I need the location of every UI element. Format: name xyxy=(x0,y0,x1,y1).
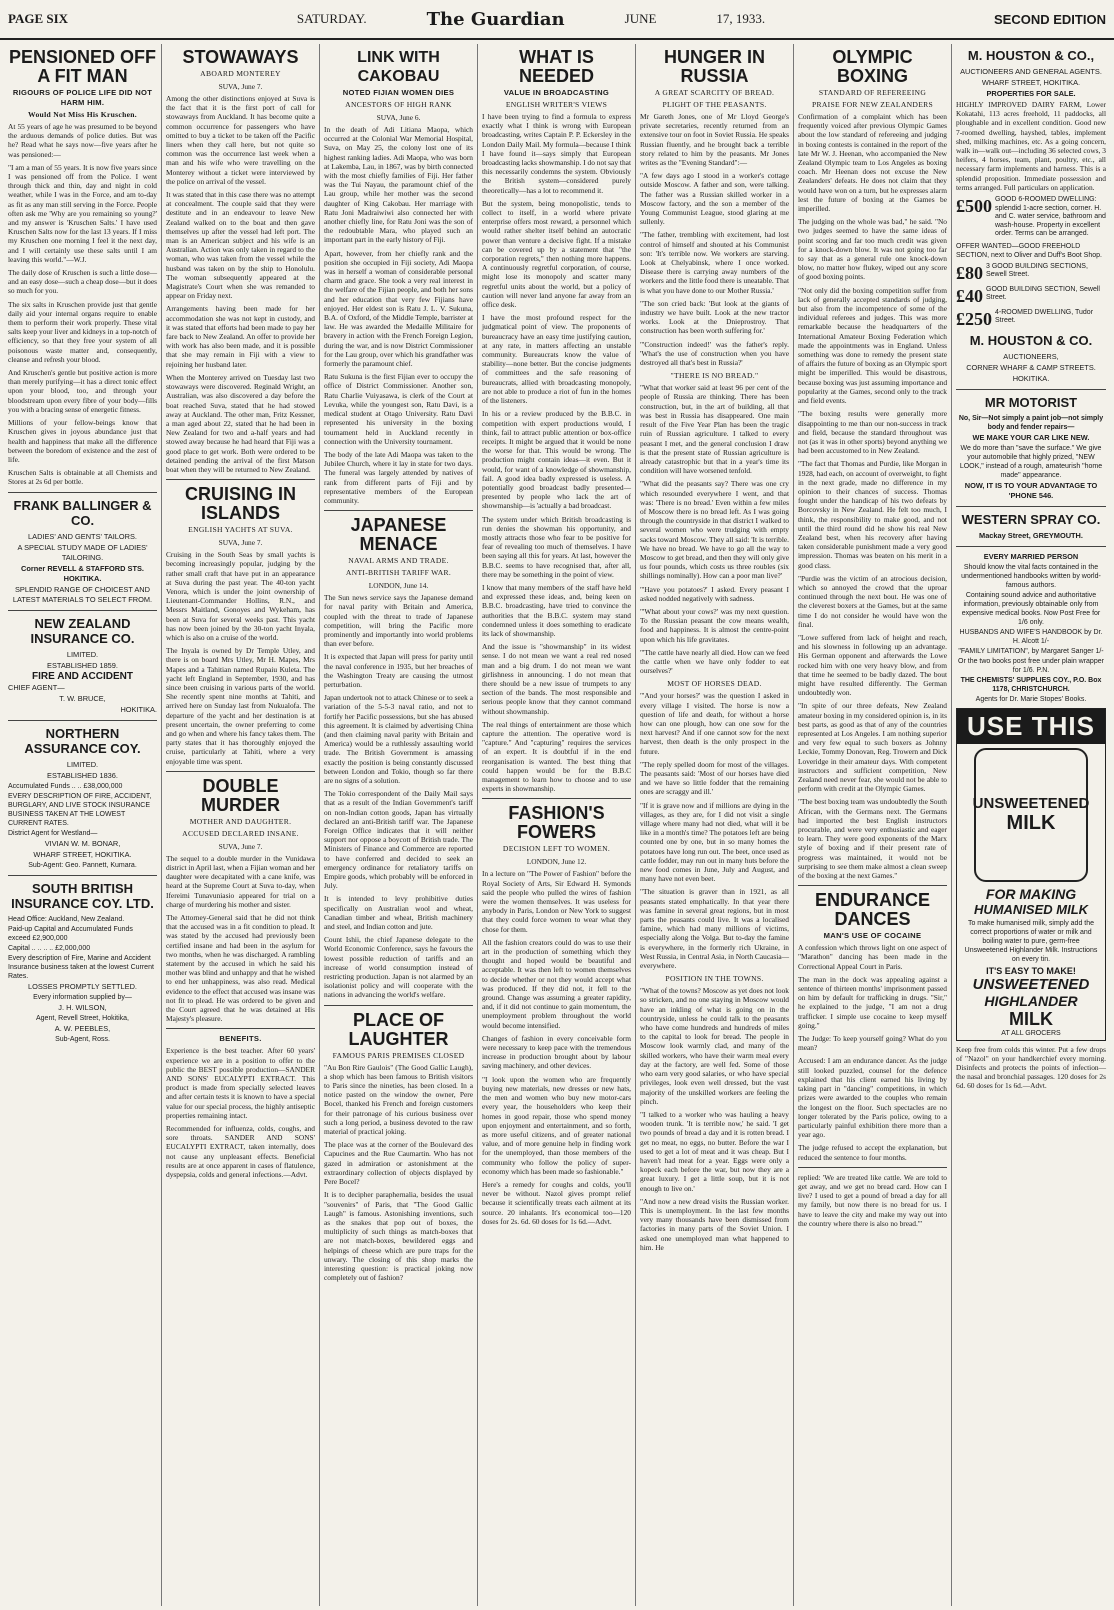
masthead-center xyxy=(297,9,765,30)
ad-line: SPLENDID RANGE OF CHOICEST AND LATEST MATERIALS TO SELECT FROM. xyxy=(12,584,153,604)
headline-olympic-boxing: OLYMPIC BOXING xyxy=(832,47,913,86)
ad-married-person xyxy=(956,552,1106,704)
ad-line: HOKITIKA. xyxy=(1012,373,1050,383)
article-paragraph: In a lecture on "The Power of Fashion" before the Royal Society of Arts, Sir Edward H. Symonds said the people who pulled the wires of fashion were the women themselves. It was useless for anybody in Paris, London or New York to suggest that they could force women to wear what they chose for them. xyxy=(482,869,631,934)
article-paragraph: "Purdie was the victim of an atrocious decision, which so annoyed the crowd that the uproar continued through the next bout. He was one of the cleverest boxers at the Games, but at the same time I do not consider he would have won the final. xyxy=(798,573,947,629)
ad-line: THE CHEMISTS' SUPPLIES COY., P.O. Box 1178, CHRISTCHURCH. xyxy=(960,676,1102,693)
ad-line: NOW, IT IS TO YOUR ADVANTAGE TO 'PHONE 546. xyxy=(964,480,1098,500)
article-paragraph: All the fashion creators could do was to use their art in the production of something which they thought and hoped would be beautiful and acceptable. It was then left to women themselves to decide whether or not they would accept what was produced. If they did not, it fell to the ground. Change was assuming a greater rapidity, and, if it did not continue to gain momentum, the unemployment problem throughout the world would become intensified. xyxy=(482,937,631,1030)
headline-endurance-dances: ENDURANCE DANCES xyxy=(814,890,930,930)
article-paragraph: "What of the towns? Moscow as yet does not look so stricken, and no one staying in Moscow would have an inkling of what is going on in the countryside, unless he could talk to the peasants who have come hundreds and hundreds of miles to the capital to look for bread. The people in Moscow look warmly clad, and many of the skilled workers, who have their warm meal every day at the factory, are well fed. Some of those who earn very good salaries, or who have special privileges, look even well dressed, but the vast majority of the unskilled workers are feeling the pinch. xyxy=(640,986,789,1106)
subhead-double-murder-2: ACCUSED DECLARED INSANE. xyxy=(182,828,299,838)
page-number: PAGE SIX xyxy=(8,11,69,26)
property-text: GOOD 6-ROOMED DWELLING: splendid 1-acre section, corner. H. and C. water service, bathroom and wash-house. Property in excellent order. Terms can be arranged. xyxy=(995,196,1106,238)
article-paragraph: "Lowe suffered from lack of height and reach, and his slowness in following up an advantage. His German opponent and afterwards the Lowe rocked him with one very heavy blow, and from that time he seemed to be badly dazed. The bout might have resulted differently. The German undoubtedly won. xyxy=(798,632,947,698)
article-paragraph: At 55 years of age he was presumed to be beyond the arduous demands of police duties. But was he? Read what he says now—five years after he was pensioned:— xyxy=(8,122,157,159)
headline-hunger-russia: HUNGER IN RUSSIA xyxy=(663,47,765,86)
ad-line: LADIES' AND GENTS' TAILORS. xyxy=(28,531,137,541)
ad-line: FIRE AND ACCIDENT xyxy=(32,670,133,682)
article-paragraph: I have been trying to find a formula to express exactly what I think is wrong with European broadcasting, writes Captain P. P. Eckersley in the London Daily Mail. My formula—because I think I have found it—says simply that European broadcasting lacks showmanship. I do not say that this necessarily condemns the system. Obviously the British system—considered purely theoretically—has a lot to recommend it. xyxy=(482,112,631,195)
article-paragraph: replied: 'We are treated like cattle. We are told to get away, and we get no bread card. How can I live? I used to get a pound of bread a day for all my family, but now there is no bread for us. I have to leave the city and make my way out into the country where there is also no bread.'" xyxy=(798,1172,947,1228)
article-paragraph: I know that many members of the staff have held and expressed these ideas, and, being keen on B.B.C. broadcasting, have tried to convince the authorities that the B.B.C. system may stand condemned unless it does something to eradicate its lack of showmanship. xyxy=(482,582,631,638)
article-paragraph: Confirmation of a complaint which has been frequently voiced after previous Olympic Games about the low standard of refereeing and judging in boxing contests is contained in the report of the late Mr W. J. Heenan, who accompanied the New Zealand Olympic team to Los Angeles as boxing coach. Mr Heenan does not excuse the New Zealanders' defeats. He does not claim that they would have won on a turn, but he expresses alarm lest the future of boxing at the Games be imperilled. xyxy=(798,112,947,214)
article-paragraph: The six salts in Kruschen provide just that gentle daily aid your internal organs require to enable them to perform their work properly. These vital salts keep your liver and kidneys in a top-notch of efficiency, so that they free your system of all poisonous waste matter and, consequently, cleanse and refresh your blood. xyxy=(8,299,157,364)
divider xyxy=(166,1028,315,1029)
article-paragraph: "'The cattle have nearly all died. How can we feed the cattle when we have only fodder to eat ourselves?' xyxy=(640,647,789,676)
headline-stowaways: STOWAWAYS xyxy=(182,47,299,67)
ad-line: LOSSES PROMPTLY SETTLED. xyxy=(28,981,137,991)
ad-line: WHARF STREET, HOKITIKA. xyxy=(33,849,132,859)
article-paragraph: Experience is the best teacher. After 60 years' experience we are in a position to offer to the public the BEST possible production—SANDER AND SONS' EUCALYPTI EXTRACT. This product is made from specially selected leaves and after certain tests it is known to have a special value for our special process, the highly antiseptic properties remaining intact. xyxy=(166,1046,315,1120)
ad-line: AUCTIONEERS, xyxy=(1003,351,1059,361)
article-paragraph: Recommended for influenza, colds, coughs, and sore throats. SANDER AND SONS' EUCALYPTI EXTRACT, taken internally, does not cause any unpleasant effects. Beneficial results are at once apparent in cases of flatulence, dyspepsia, colds and general infections.—Advt. xyxy=(166,1124,315,1180)
ad-line: Head Office: Auckland, New Zealand. xyxy=(8,915,125,923)
article-paragraph: The Tokio correspondent of the Daily Mail says that as a result of the Indian Government's tariff on non-Indian cotton goods, Japan has virtually declared an anti-British tariff war. The Japanese Foreign Office indicates that it will neither support nor oppose a boycott of British trade. The Ministers of Finance and Commerce are reported to have conferred and decided to seek an emergency ordinance for retaliatory tariffs on Empire goods, which probably will be enforced in July. xyxy=(324,789,473,891)
article-paragraph: And Kruschen's gentle but positive action is more than merely purifying—it has a direct tonic effect upon your blood, too, and through your bloodstream upon every fibre of your body—fills you with a bracing sense of energetic fitness. xyxy=(8,368,157,414)
article-paragraph: Japan undertook not to attack Chinese or to seek a variation of the 5-5-3 naval ratio, and not to fortify her Pacific possessions, but she has abused this agreement. It is claimed by advertising China (and then claiming naval parity with Britain and America) would be a ruthlessly assaulting world trade. The British Government is amassing exactly the position is being constantly discussed between London and Tokio, though so far there are no signs of a solution. xyxy=(324,693,473,785)
ad-line: UNSWEETENED xyxy=(972,975,1090,993)
article-paragraph: "The fact that Thomas and Purdie, like Morgan in 1928, had each, on account of overweight, to fight in the next grade, made no difference in my opinion to their chances of success. Thomas fought under the handicap of his two defeats by Borcovsky in New Zealand. He felt too much, I think, the responsibility to make good, and not until the third round did he show his real New Zealand best, when his recovery after having taken considerable punishment made a very good impression. Thomas was beaten on his merit in a good class. xyxy=(798,459,947,570)
article-paragraph: "A few days ago I stood in a worker's cottage outside Moscow. A father and son, were talking. The father was a Russian skilled worker in a Moscow factory, and the son a member of the Young Communist League, stood glaring at me sullenly. xyxy=(640,171,789,227)
ad-line: HUSBANDS AND WIFE'S HANDBOOK by Dr. H. Alcott 1/- xyxy=(959,628,1103,645)
headline-double-murder: DOUBLE MURDER xyxy=(201,775,280,815)
divider xyxy=(956,546,1106,547)
ad-line: Capital .. .. .. .. £2,000,000 xyxy=(8,944,91,952)
ad-title: NEW ZEALAND INSURANCE CO. xyxy=(30,615,135,646)
property-price: £250 xyxy=(956,308,992,329)
ad-houston xyxy=(956,48,1106,384)
subhead-pensioned-2: Would Not Miss His Kruschen. xyxy=(27,110,138,119)
article-paragraph: The system under which British broadcasting is run denies the showman his opportunity, and mostly attracts those who fear to be positive for fear of revealing too much of themselves. I have been saying all this for years. At last, however the B.B.C. seems to have recognised that, after all, there may be something in the point of view. xyxy=(482,514,631,579)
article-paragraph: "'Construction indeed!' was the father's reply. 'What's the use of construction when you have destroyed all that's best in Russia?' xyxy=(640,339,789,368)
divider xyxy=(166,479,315,480)
ad-title: M. HOUSTON & CO., xyxy=(967,48,1095,63)
ad-south-british xyxy=(8,881,157,1044)
ad-line: MILK xyxy=(1009,1008,1053,1029)
divider xyxy=(8,875,157,876)
ad-line: ESTABLISHED 1859. xyxy=(47,660,118,670)
crosshead: "THERE IS NO BREAD." xyxy=(670,371,759,381)
article-paragraph: The Judge: To keep yourself going? What do you mean? xyxy=(798,1034,947,1053)
divider xyxy=(956,389,1106,390)
subhead-stowaways: ABOARD MONTEREY xyxy=(200,69,281,78)
article-paragraph: "The son cried back: 'But look at the giants of industry we have built. Look at the new tractor works. Look at the Dnieprostroy. That construction has been worth suffering for.' xyxy=(640,298,789,336)
ad-line: PROPERTIES FOR SALE. xyxy=(986,89,1076,98)
crosshead: MOST OF HORSES DEAD. xyxy=(667,679,762,689)
column-6 xyxy=(794,44,952,1606)
ad-line: HUMANISED MILK xyxy=(973,901,1089,917)
article-paragraph: "'And your horses?' was the question I asked in every village I visited. The horse is now a question of life and death, for without a horse how can one plough, how can one sow for the next harvest? And if one cannot sow for the next harvest, then death is the only prospect in the future. xyxy=(640,691,789,756)
article-paragraph: I have the most profound respect for the judgmatical point of view. The proponents of bureaucracy have an easy time justifying caution, at any rate, in matters affecting an unstable community. Bureaucrats know the value of stability—none better. But the concise judgments of committees and the safe reasoning of bureaucrats, allied with broadcasting monopoly, are not able to produce a riot of fun in the homes of the listeners. xyxy=(482,313,631,406)
ad-line: IT'S EASY TO MAKE! xyxy=(986,965,1076,976)
ad-line: LIMITED. xyxy=(66,759,99,769)
article-paragraph: Kruschen Salts is obtainable at all Chemists and Stores at 2s 6d per bottle. xyxy=(8,468,157,487)
article-paragraph: "The situation is graver than in 1921, as all peasants stated emphatically. In that year there was famine in several great regions, but in most parts the peasants could live. It was a localised famine, which had many millions of victims, especially along the Volga. But to-day the famine is everywhere, in the formerly rich Ukraine, in West Russia, in Central Asia, in North Caucasia—everywhere. xyxy=(640,887,789,971)
property-listing xyxy=(956,263,1106,283)
divider xyxy=(8,492,157,493)
article-paragraph: Apart, however, from her chiefly rank and the position she occupied in Fiji society, Adi Maopa was in herself a woman of considerable personal charm and grace. She took a very real interest in the welfare of the Fijian people, and both her sons and her education that very few Fijians have enjoyed. Her eldest son is Ratu J. L. V. Sukuna, B.A. of Oxford, of the Middle Temple, barrister at law. He was awarded the Medaille Militaire for bravery in action with the French Foreign Legion, during the war, and is now District Commissioner for the Lau group, over which his grandfather was formerly the paramount chief. xyxy=(324,248,473,369)
ad-line: "FAMILY LIMITATION", by Margaret Sanger 1/- xyxy=(958,647,1104,655)
ad-line: Sub-Agent, Ross. xyxy=(55,1035,110,1043)
columns xyxy=(4,44,1110,1606)
article-paragraph: "What did the peasants say? There was one cry which resounded everywhere I went, and that was: 'There is no bread.' Even within a few miles of Moscow there is no bread left. As I was going through the countryside in that district I walked to several women who were trudging with empty sacks toward Moscow. They all said: 'It is terrible. We have no bread. We have to go all the way to Moscow to get bread, and then they will only give us four pounds, which costs us three roubles (six shillings nominally). How can a poor man live?' xyxy=(640,479,789,581)
dateline: LONDON, June 12. xyxy=(526,857,587,867)
ad-northern-assurance xyxy=(8,726,157,870)
ad-line: ESTABLISHED 1836. xyxy=(47,770,118,780)
masthead-edition: SECOND EDITION xyxy=(994,11,1106,27)
headline-cruising: CRUISING IN ISLANDS xyxy=(184,484,296,524)
column-4 xyxy=(478,44,636,1606)
ad-line: OFFER WANTED—GOOD FREEHOLD SECTION, next to Oliver and Duff's Boot Shop. xyxy=(956,242,1102,259)
article-paragraph: The daily dose of Kruschen is such a little dose—and an easy dose—such a cheap dose—but it does so much for you. xyxy=(8,268,157,296)
article-paragraph: The Sun news service says the Japanese demand for naval parity with Britain and America, coupled with the threat to trade of Japanese competition, will bring the Pacific more prominently and importantly into world problems than ever before. xyxy=(324,593,473,649)
article-paragraph: When the Monterey arrived on Tuesday last two stowaways were discovered. Reginald Wright, an Australian, was also discovered a day before the boat reached Suva, stated that he had stowed away at Auckland. The other man, Fritz Kessner, a man aged about 22, stated that he had been in New Zealand for two and a-half years and had stowed away because he had heard that Fiji was a good place to get work. Both were ordered to be detained pending the arrival of the first Matson boat when they will be returned to New Zealand. xyxy=(166,372,315,474)
ad-western-spray xyxy=(956,512,1106,541)
ad-line: AT ALL GROCERS xyxy=(1001,1029,1061,1037)
article-paragraph: "'What about your cows?' was my next question. To the Russian peasant the cow means wealth, food and happiness. It is almost the centre-point upon which his life gravitates. xyxy=(640,606,789,644)
headline-fashions: FASHION'S FOWERS xyxy=(508,803,605,843)
ad-line: FOR MAKING xyxy=(985,885,1077,902)
article-paragraph: The judging on the whole was bad," he said. "No two judges seemed to have the same ideas of point scoring and far too much credit was given for a knock-down blow. It was not going too far to say that as a general rule one knock-down blow, no matter how flukey, wiped out any score of good boxing points. xyxy=(798,217,947,282)
property-listing xyxy=(956,196,1106,239)
ad-title: M. HOUSTON & CO. xyxy=(969,332,1093,348)
article-paragraph: Mr Gareth Jones, one of Mr Lloyd George's private secretaries, recently returned from an extensive tour on foot in Soviet Russia. He speaks Russian fluently, and he brought back a terrible story related to him by the peasants. Mr Jones writes as the "Evening Standard":— xyxy=(640,112,789,168)
article-paragraph: A confession which throws light on one aspect of "Marathon" dancing has been made in the Correctional Appeal Court in Paris. xyxy=(798,943,947,971)
article-paragraph: "Au Bon Rire Gaulois" (The Good Gallic Laugh), a shop which has been famous to British visitors to Paris since the nineties, has been closed. In a notice pasted on the window the owner, Pere Bocel, thanked his French and foreign customers for their patronage of his curious business over such a long period, a business devoted to the raw material of practical joking. xyxy=(324,1062,473,1137)
tin-label: UNSWEETENED xyxy=(972,794,1090,812)
column-7 xyxy=(952,44,1110,1606)
article-paragraph: Arrangements having been made for her accommodation she was not kept in custody, and it was stated that efforts had been made to pay her fare back to New Zealand. An offer to provide her with work has also been made, and it is possible that she may remain in Fiji with a view to rejoining her husband later. xyxy=(166,304,315,369)
subhead-laughter: FAMOUS PARIS PREMISES CLOSED xyxy=(332,1050,465,1060)
ad-line: Agents for Dr. Marie Stopes' Books. xyxy=(975,695,1087,703)
column-5 xyxy=(636,44,794,1606)
masthead-date: 17, 1933. xyxy=(716,11,766,26)
dateline: SUVA, June 7. xyxy=(218,82,263,91)
ad-line: LIMITED. xyxy=(66,649,99,659)
property-price: £500 xyxy=(956,196,992,217)
ad-title: EVERY MARRIED PERSON xyxy=(983,551,1079,561)
ad-line: Sub-Agent: Geo. Pannett, Kumara. xyxy=(28,861,137,869)
ad-title: NORTHERN ASSURANCE COY. xyxy=(24,725,141,756)
article-paragraph: It was stated that in this case there was no attempt at concealment. The couple said that they were destitute and in an endeavour to leave New Zealand walked on to the boat and then gave themselves up after the vessel had left port. The man is an American subject and his wife is an Australian. Action was only taken in regard to the woman, who was taken from the vessel while the husband was taken on by the ship to Honolulu. The woman subsequently appeared at the Magistrate's Court when she was remanded to appear on Friday next. xyxy=(166,190,315,301)
article-paragraph: In his or a review produced by the B.B.C. in competition with expert productions would, I think, fail to attract public attention or box-office receipts. It might be argued that it would be none the worse for that. This would be wrong. The production might contain ideas—it even. But it would, for want of a knowledge of showmanship, fail. A good idea badly expressed is useless. A potentially good broadcast badly presented—presented by people who lack the art of showmanship—is 'actually a bad broadcast. xyxy=(482,409,631,511)
article-paragraph: The man in the dock was appealing against a sentence of thirteen months' imprisonment passed on him by default for trafficking in drugs. "Sir," he explained to the judge, "I am not a drug trafficker. I simple use cocaine to keep myself going." xyxy=(798,974,947,1030)
divider xyxy=(324,1005,473,1006)
headline-benefits: BENEFITS. xyxy=(219,1034,262,1044)
subhead-pensioned: RIGOURS OF POLICE LIFE DID NOT HARM HIM. xyxy=(12,88,153,107)
milk-tin-illustration xyxy=(974,748,1088,882)
ad-line: Corner REVELL & STAFFORD STS. HOKITIKA. xyxy=(21,563,144,583)
ad-line: To make humanised milk, simply add the correct proportions of water or milk and boiling water to pure, germ-free Unsweetened Highlander Milk. Instructions on every tin. xyxy=(964,919,1098,963)
dateline: LONDON, June 14. xyxy=(368,581,429,591)
article-paragraph: "I am a man of 55 years. It is now five years since I was pensioned off from the Police. I went through thick and thin, day and night in cold weather, while I was in the Force, and am to-day as fit as any man still serving in the Force. People often ask me 'Why are you remaining so young?' and my answer is 'Kruschen Salts.' I have used Kruschen Salts now for the last 13 years. If I miss my Kruschen one morning I feel it the next day, and I will certainly use these salts until I am leaving this world."—W.J. xyxy=(8,162,157,264)
masthead-month: JUNE xyxy=(624,11,657,26)
ad-nz-insurance xyxy=(8,616,157,715)
ad-motorist xyxy=(956,395,1106,501)
ad-line: T. W. BRUCE, xyxy=(59,693,106,703)
article-paragraph: Ratu Sukuna is the first Fijian ever to occupy the office of District Commissioner. Another son, Ratu Charlie Vuiyasawa, is clerk of the Court at Levuka, while the youngest son, Ratu Davi, is a medical student at Otago University. Ratu Davi represented his university in the boxing tournament held in Auckland recently in connection with the University tournament. xyxy=(324,372,473,446)
article-paragraph: "The best boxing team was undoubtedly the South African, with the Germans next. The Germans had imported the best English instructors procurable, and were very enthusiastic and eager to learn. They were good exponents of the Marx style of boxing and if their present rate of progress was maintained, it would not be surprising to see them make almost a clean sweep of the boxing at the next Games." xyxy=(798,797,947,881)
column-3 xyxy=(320,44,478,1606)
article-paragraph: "Not only did the boxing competition suffer from lack of generally accepted standards of judging, but also from the incompetence of some of the individual referees and judges. This was more remarkable because the headquarters of the International Amateur Boxing Federation which made the appointments was in England. Unless something was done to remedy the present state of affairs the future of boxing as an Olympic sport might be imperilled. This would be disastrous, because boxing was just assuming importance and popularity at the Games, second only to the track and field events. xyxy=(798,285,948,406)
subhead-russia-2: PLIGHT OF THE PEASANTS. xyxy=(662,100,767,109)
crosshead: POSITION IN THE TOWNS. xyxy=(665,974,764,984)
property-text: GOOD BUILDING SECTION, Sewell Street. xyxy=(986,285,1100,302)
property-price: £80 xyxy=(956,262,983,283)
divider xyxy=(8,720,157,721)
ad-line: Agent, Revell Street, Hokitika, xyxy=(36,1014,129,1022)
article-paragraph: "The boxing results were generally more disappointing to me than our non-success in track and field, because the standard throughout was not (as it was in other sports) beyond anything we had been accustomed to in New Zealand. xyxy=(798,409,947,456)
ad-line: AUCTIONEERS AND GENERAL AGENTS. xyxy=(960,67,1102,76)
article-paragraph: Cruising in the South Seas by small yachts is becoming increasingly popular, judging by the rather small craft that have put in an appearance at Suva during the past year. The 40-ton yacht Venora, which is under the joint ownership of Lieutenant-Commander Hollins, R.N., and Messrs Maitland, Gonoyes and Wykeham, has been at Suva for several weeks past. This yacht has now been joined by the 30-ton yacht Inyala, which is also on a cruise of the world. xyxy=(166,550,315,642)
ad-highlander-milk xyxy=(956,708,1106,1041)
subhead-cruising: ENGLISH YACHTS AT SUVA. xyxy=(188,525,293,535)
ad-line: No, Sir—Not simply a paint job—not simply body and fender repairs— xyxy=(958,414,1104,431)
ad-title: MR MOTORIST xyxy=(984,394,1078,410)
ad-line: HIGHLANDER xyxy=(984,992,1078,1009)
article-paragraph: It is expected that Japan will press for parity until the naval conference in 1935, but her breaches of the Washington Treaty are causing the utmost perturbation. xyxy=(324,652,473,689)
article-paragraph: Changes of fashion in every conceivable form were necessary to keep pace with the tremendous increase in production brought about by labour saving machinery, and other devices. xyxy=(482,1033,631,1071)
headline-pensioned: PENSIONED OFF A FIT MAN xyxy=(8,47,156,86)
article-paragraph: The sequel to a double murder in the Vunidawa district in April last, when a Fijian woman and her daughter were decapitated with a cane knife, was heard at the Supreme Court at Suva to-day, when Ifereimi Tunavuniasio appeared for trial on a charge of murdering his mother and sister. xyxy=(166,853,315,909)
dateline: SUVA, June 7. xyxy=(218,841,263,851)
dateline: SUVA, June 7. xyxy=(218,538,263,548)
masthead-day: SATURDAY. xyxy=(296,11,367,26)
ad-paragraph: Keep free from colds this winter. Put a few drops of "Nazol" on your handkerchief every morning. Disinfects and protects the points of infection—the nasal and bronchial passages. 120 doses for 2s 6d. 60 doses for 1s 6d.—Advt. xyxy=(956,1044,1106,1091)
subhead-boxing-2: PRAISE FOR NEW ZEALANDERS xyxy=(811,100,934,109)
ad-title: SOUTH BRITISH INSURANCE COY. LTD. xyxy=(11,880,154,911)
ad-line: Paid-up Capital and Accumulated Funds exceed £2,900,000 xyxy=(8,925,133,942)
divider xyxy=(798,1167,947,1168)
headline-what-is-needed: WHAT IS NEEDED xyxy=(518,47,594,86)
article-paragraph: Millions of your fellow-beings know that Kruschen gives in joyous abundance just that health and happiness that make all the difference between the boredom of existence and the zest of life. xyxy=(8,418,157,464)
ad-title: WESTERN SPRAY CO. xyxy=(961,511,1101,527)
subhead-fashions: DECISION LEFT TO WOMEN. xyxy=(502,844,611,854)
dateline: SUVA, June 6. xyxy=(376,113,421,122)
subhead-dances: MAN'S USE OF COCAINE xyxy=(823,931,922,941)
article-paragraph: The Attorney-General said that he did not think that the accused was in a fit condition to plead. It was stated by the accused had previously been certified insane and had been in the asylum for two months, when he was discharged. A rambling statement by the accused in which he said his mother was blind and unhappy and that he wished to end her unhappiness, was also read. Medical evidence to the effect that accused was insane was not fit to plead. He was ordered to be given and the Court agreed that he was detained at His Majesty's pleasure. xyxy=(166,913,315,1024)
masthead xyxy=(0,0,1114,40)
ad-line: WHARF STREET, HOKITIKA. xyxy=(981,78,1081,87)
article-paragraph: "In spite of our three defeats, New Zealand amateur boxing in my considered opinion is, in its best parts, as good as that of any of the countries represented at Los Angeles. I am nothing superior and very few equal to such boxers as Johnny Leckie, Tommy Donovan, Reg. Trowern and Dick Loveridge in their amateur days. With competent instructors and sufficient competition, New Zealand need never fear, she would not be able to perform with credit at the Olympic Games. xyxy=(798,701,947,794)
ad-line: Every description of Fire, Marine and Accident Insurance business taken at the lowest Current Rates. xyxy=(8,954,154,980)
article-paragraph: "The father, trembling with excitement, had lost control of himself and shouted at his Communist son: 'It's terrible now. We workers are starving. Look at Chelyabinsk, where I once worked. Disease there is carrying away numbers of the workers and the little food there is uneatable. That is what you have done to our Mother Russia.' xyxy=(640,230,789,295)
ad-line: District Agent for Westland— xyxy=(8,829,98,837)
ad-line: Every information supplied by— xyxy=(33,993,132,1001)
article-paragraph: The Inyala is owned by Dr Temple Utley, and there is on board Mrs Utley, Mr H. Mapes, Mrs Mapes and a Tahitian named Rupaiu Kuleta. The yacht left England in September, 1930, and has since been cruising in various parts of the world. She recently spent nine months at Tahiti, and arrived here on Sunday last from Nukualofa. The departure of the yacht and her destination is at present uncertain, the owner preferring to come and go when and where his fancy takes them. The party states that it has thoroughly enjoyed the cruise, particularly at Tahiti, where a very enjoyable time was spent. xyxy=(166,646,315,766)
ad-line: EVERY DESCRIPTION OF FIRE, ACCIDENT, BURGLARY, AND LIVE STOCK INSURANCE BUSINESS TAKEN AT THE LOWEST CURRENT RATES. xyxy=(8,792,152,827)
masthead-paper-name: The Guardian xyxy=(426,8,565,30)
ad-line: We do more than "save the surface." We give your automobile that highly prized, "NEW LOOK," instead of a rough, amateurish "home made" appearance. xyxy=(959,444,1103,479)
divider xyxy=(956,506,1106,507)
article-paragraph: It is intended to levy prohibitive duties specifically on Australian wool and wheat, Canadian timber and wheat, British machinery and steel, and Indian cotton and jute. xyxy=(324,894,473,932)
ad-line: WE MAKE YOUR CAR LIKE NEW. xyxy=(972,432,1090,442)
article-paragraph: In the death of Adi Litiana Maopa, which occurred at the Colonial War Memorial Hospital, Suva, on May 25, the colony lost one of its highest ranking ladies. Adi Maopa, who was born at Lakemba, Lau, in 1867, was by birth connected with the most chiefly families of Fiji. Her father was the Tui Nayau, the paramount chief of the Lau group, while her mother was the second daughter of King Cakobau. Her marriage with Ratu Joni Madraiwiwi also connected her with another chiefly line, for Ratu Joni was the son of the redoubtable Mara, who played such an important part in the early history of Fiji. xyxy=(324,125,473,245)
property-price: £40 xyxy=(956,285,983,306)
article-paragraph: The place was at the corner of the Boulevard des Capucines and the Rue Caumartin. Who has not gazed in admiration or astonishment at the extraordinary collection of objects displayed by Pere Bocel? xyxy=(324,1140,473,1187)
article-paragraph: Accused: I am an endurance dancer. As the judge still looked puzzled, counsel for the defence explained that his client earned his living by taking part in "dancing" competitions, in which prizes were awarded to the couples who remain the longest on the floor. Such spectacles are no longer tolerated by the Paris police, owing to a particularly painful exhibition there more than a year ago. xyxy=(798,1056,947,1140)
article-paragraph: Count Ishii, the chief Japanese delegate to the World Economic Conference, says he favours the lowest possible reduction of tariffs and an increase of world consumption instead of restricting production. Japan is not alarmed by an isolationist policy and will cooperate with the nations in advancing the world's welfare. xyxy=(324,935,473,1000)
subhead-double-murder: MOTHER AND DAUGHTER. xyxy=(189,816,292,826)
article-paragraph: The real things of entertainment are those which capture the attention. The operative word is "capture." And "capturing" requires the services of an expert. It is doubtful if in the end reorganisation is wanted. The best thing that could happen would be for the B.B.C management to learn how to choose and to use experts in showmanship. xyxy=(482,719,631,794)
ad-line: CORNER WHARF & CAMP STREETS. xyxy=(966,362,1096,372)
ad-line: Mackay Street, GREYMOUTH. xyxy=(979,530,1083,540)
headline-cakobau: LINK WITH CAKOBAU xyxy=(357,49,440,85)
article-paragraph: The body of the late Adi Maopa was taken to the Jubilee Church, where it lay in state for two days. The funeral was largely attended by natives of rank from different parts of Fiji and by representative members of the European community. xyxy=(324,449,473,505)
article-paragraph: But the system, being monopolistic, tends to collect to itself, in a world where private enterprise offers most reward, a personnel which would rather shelter itself behind an autocratic power than venture a decisive fight. If a mistake can be covered up by a statement that "the corporation regrets," then nothing more happens. A continuously regretful corporation, of course, might lose its monopoly and scatter many regretful units about the world, but a policy of caution will never land anyone far away from an office desk. xyxy=(482,198,631,310)
subhead-broadcasting: VALUE IN BROADCASTING xyxy=(503,88,610,97)
article-paragraph: And the issue is "showmanship" in its widest sense. I do not mean we want a real red nosed man and a big drum. I do not mean we want girlishness in announcing. I do not mean that there should be a new issue of trumpets to any section of the bands. The most responsible and serious people know that they cannot command without showmanship. xyxy=(482,642,631,716)
headline-japanese-menace: JAPANESE MENACE xyxy=(350,515,447,555)
property-text: 4-ROOMED DWELLING, Tudor Street. xyxy=(995,308,1094,325)
article-paragraph: "I look upon the women who are frequently buying new materials, new dresses or new hats, the men and women who buy new motor-cars every year, the householders who keep their homes in good repair, those who spend money upon enjoyment and entertainment, and so forth, as more useful citizens, and of greater national value, and of more genuine help in finding work for the unemployed, than those members of the community who follow the policy of super-economy which has been made so fashionable." xyxy=(482,1074,631,1176)
divider xyxy=(482,798,631,799)
ad-line: Containing sound advice and authoritative information, previously obtainable only from expensive medical books. Now Post Free for 1/6 only. xyxy=(961,591,1101,626)
article-paragraph: "'Have you potatoes?' I asked. Every peasant I asked nodded negatively with sadness. xyxy=(640,584,789,603)
article-paragraph: "The reply spelled doom for most of the villages. The peasants said: 'Most of our horses have died and we have so little fodder that the remaining ones are scraggy and ill.' xyxy=(640,759,789,797)
ad-title: FRANK BALLINGER & CO. xyxy=(13,497,152,528)
subhead-japanese: NAVAL ARMS AND TRADE. xyxy=(348,556,449,566)
ad-paragraph: HIGHLY IMPROVED DAIRY FARM, Lower Kokatahi, 113 acres freehold, 11 paddocks, all ploughable and in excellent condition. Good new 7-roomed dwelling, hayshed, tables, implement shed, milking machines, etc. As a going concern, walk in—walk out—including 36 selected cows, 3 heifers, 4 horses, team, plant, poultry, etc., all necessary farm implements and harness. This is a splendid proposition. Immediate possession and terms arranged. Full particulars on application. xyxy=(956,100,1106,192)
ad-line: Accumulated Funds .. .. £38,000,000 xyxy=(8,782,123,790)
subhead-cakobau-2: ANCESTORS OF HIGH RANK xyxy=(345,100,452,109)
property-listing xyxy=(956,286,1106,306)
article-paragraph: The judge refused to accept the explanation, but reduced the sentence to four months. xyxy=(798,1143,947,1162)
article-paragraph: "What that worker said at least 96 per cent of the people of Russia are thinking. There has been construction, but, in the art of building, all that was best in Russia has disappeared. One main result of the Five Year Plan has been the tragic ruin of Russian agriculture. I talked to every peasant I met, and the general conclusion I draw is that the present state of Russian agriculture is already catastrophic but that in a year's time its condition will have worsened tenfold. xyxy=(640,383,789,476)
divider xyxy=(166,771,315,772)
column-1 xyxy=(4,44,162,1606)
property-text: 3 GOOD BUILDING SECTIONS, Sewell Street. xyxy=(986,262,1088,279)
headline-place-of-laughter: PLACE OF LAUGHTER xyxy=(348,1009,449,1049)
ad-line: HOKITIKA. xyxy=(120,704,157,714)
ad-line: A SPECIAL STUDY MADE OF LADIES' TAILORING. xyxy=(17,542,148,562)
ad-line: Should know the vital facts contained in the undermentioned handbooks written by world-famous authors. xyxy=(961,563,1101,589)
divider xyxy=(324,510,473,511)
ad-line: J. H. WILSON, xyxy=(58,1002,107,1012)
ad-line: VIVIAN W. M. BONAR, xyxy=(44,838,121,848)
article-paragraph: "I talked to a worker who was hauling a heavy wooden trunk. 'It is terrible now,' he said. 'I get two pounds of bread a day and it is rotten bread. I get no meat, no eggs, no butter. Before the war I used to get a lot of meat and it was cheap. But I haven't had meat for a year. Eggs were only a kopeck each before the war, but now they are a great luxury. I get a little soup, but it is not enough to live on.' xyxy=(640,1109,789,1193)
property-listing xyxy=(956,309,1106,329)
article-paragraph: Here's a remedy for coughs and colds, you'll never be without. Nazol gives prompt relief because it scientifically treats each ailment at its source. 20 inhalants. It's economical too—120 doses for 2s. 6d. 60 doses for 1s 6d.—Advt. xyxy=(482,1179,631,1226)
divider xyxy=(798,885,947,886)
subhead-broadcasting-2: ENGLISH WRITER'S VIEWS xyxy=(505,100,608,109)
article-paragraph: "If it is grave now and if millions are dying in the villages, as they are, for I did not visit a single village where many had not died, what will it be like in a month's time? The potatoes left are being counted one by one, but in so many homes the potatoes have long run out. The beet, once used as cattle fodder, may run out in many huts before the new food comes in June, July and August, and many have not even beet. xyxy=(640,800,789,884)
ad-line: A. W. PEEBLES, xyxy=(54,1023,111,1033)
article-paragraph: "And now a new dread visits the Russian worker. This is unemployment. In the last few months very many thousands have been dismissed from factories in many parts of the Soviet Union. I asked one unemployed man what happened to him. He xyxy=(640,1196,789,1252)
ad-headline-use-this: USE THIS xyxy=(957,709,1105,744)
divider xyxy=(8,610,157,611)
subhead-japanese-2: ANTI-BRITISH TARIFF WAR. xyxy=(345,568,452,578)
subhead-russia: A GREAT SCARCITY OF BREAD. xyxy=(654,88,775,97)
article-paragraph: Among the other distinctions enjoyed at Suva is the fact that it is the first port of call for stowaways from Auckland. It has become quite a common occurrence for passengers who have omitted to buy a ticket to be taken off the Pacific liners when they call here, but not quite so common was the occurrence last week when a man and his wife who were travelling on the Monterey without a ticket were interviewed by the police on arrival of the vessel. xyxy=(166,94,315,186)
subhead-cakobau: NOTED FIJIAN WOMEN DIES xyxy=(342,88,455,97)
tin-label: MILK xyxy=(1006,811,1056,834)
ad-line: Or the two books post free under plain wrapper for 1/6. P.N. xyxy=(958,657,1104,674)
ad-line: CHIEF AGENT— xyxy=(8,682,65,692)
subhead-boxing: STANDARD OF REFEREEING xyxy=(818,88,927,97)
ad-ballinger xyxy=(8,498,157,605)
column-2 xyxy=(162,44,320,1606)
article-paragraph: It is to decipher paraphernalia, besides the usual "souvenirs" of Paris, that "The Good Gallic Laugh" is famous. Astonishing inventions, such as the snakes that pop out of boxes, the multiplicity of such things as match-boxes that are not match-boxes, bewildered eggs and helpings of cheese which are pure traps for the unwary. The closing of this shop marks the interesting question: is practical joking now completely out of fashion? xyxy=(324,1190,473,1283)
